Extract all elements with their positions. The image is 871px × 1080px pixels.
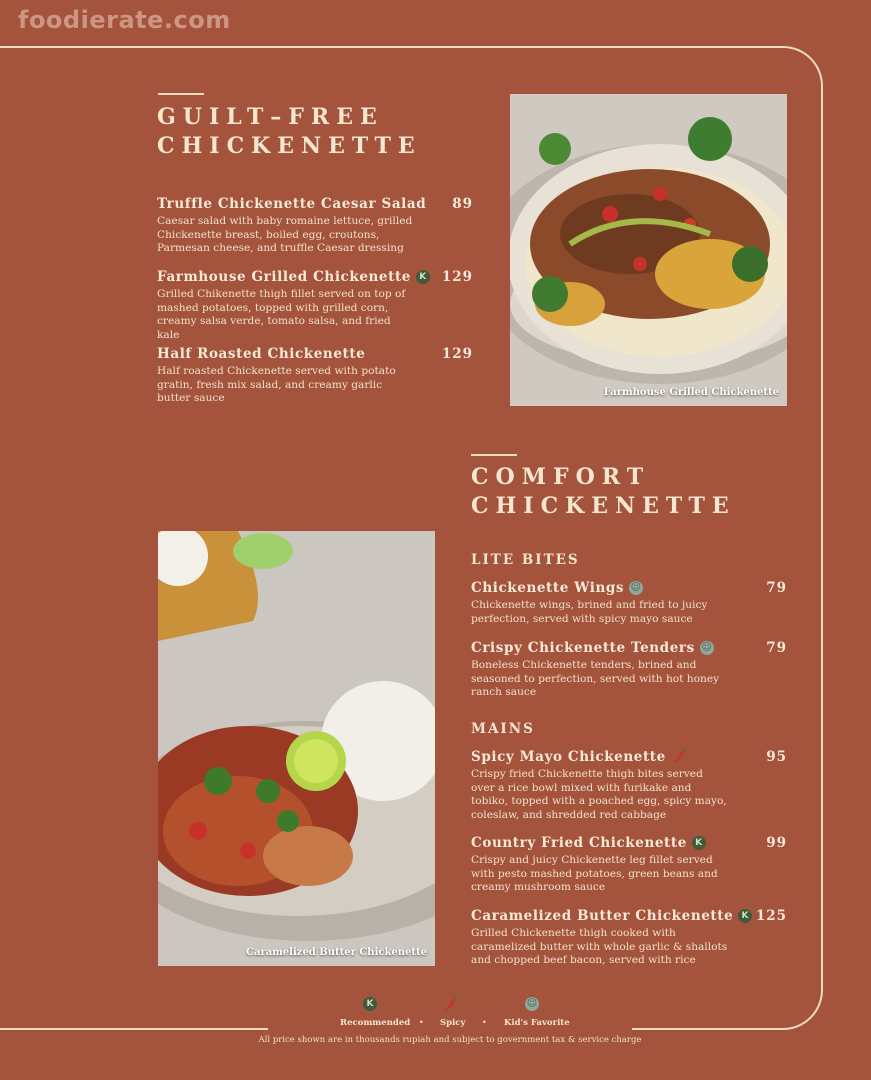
spicy-badge-icon xyxy=(671,749,687,765)
menu-item-name xyxy=(471,580,643,596)
menu-item-header xyxy=(157,346,473,362)
section-title-line: CHICKENETTE xyxy=(157,133,422,159)
menu-item xyxy=(157,196,473,256)
menu-item-name-text: Chickenette Wings xyxy=(471,580,625,596)
menu-item xyxy=(471,749,787,822)
menu-item-description: Caesar salad with baby romaine lettuce, grilled Chickenette breast, boiled egg, croutons, Parmesan cheese, and truffle Caesar dressing xyxy=(157,215,413,254)
menu-item xyxy=(471,640,787,700)
spicy-icon xyxy=(442,997,458,1017)
menu-item-price: 129 xyxy=(441,269,473,285)
menu-item-price: 79 xyxy=(766,580,787,596)
menu-item-price: 95 xyxy=(766,749,787,765)
menu-item-name xyxy=(157,269,430,285)
recommended-badge-icon: K xyxy=(692,836,706,850)
menu-item-price: 79 xyxy=(766,640,787,656)
recommended-icon: K xyxy=(363,997,377,1011)
menu-item-price: 129 xyxy=(441,346,473,362)
legend-spicy-label: Spicy xyxy=(440,1018,466,1028)
menu-item-header xyxy=(471,835,787,851)
menu-item xyxy=(471,580,787,626)
legend-recommended-label: Recommended xyxy=(340,1018,411,1028)
section-title-guilt-free xyxy=(157,103,422,161)
legend-kids-label: Kid's Favorite xyxy=(504,1018,570,1028)
menu-item-header xyxy=(471,580,787,596)
farmhouse-photo xyxy=(510,94,787,406)
price-footnote: All price shown are in thousands rupiah and subject to government tax & service charge xyxy=(258,1035,642,1045)
menu-item-name xyxy=(471,835,706,851)
menu-item-name-text: Crispy Chickenette Tenders xyxy=(471,640,695,656)
kids-favorite-badge-icon: ☺ xyxy=(701,642,713,653)
caramelized-photo-image xyxy=(158,531,435,966)
menu-item xyxy=(157,269,473,342)
menu-item-price: 89 xyxy=(452,196,473,212)
menu-item-name xyxy=(471,908,752,924)
menu-item-price: 125 xyxy=(755,908,787,924)
menu-item-description: Grilled Chickenette thigh cooked with caramelized butter with whole garlic & shallots and chopped beef bacon, served with rice xyxy=(471,927,728,966)
menu-item-description: Boneless Chickenette tenders, brined and seasoned to perfection, served with hot honey ranch sauce xyxy=(471,659,720,698)
section-rule xyxy=(158,93,204,95)
section-title-line: COMFORT xyxy=(471,464,651,490)
legend-separator: • xyxy=(419,1018,424,1027)
menu-item-description: Half roasted Chickenette served with potato gratin, fresh mix salad, and creamy garlic butter sauce xyxy=(157,365,396,404)
caramelized-photo xyxy=(158,531,435,966)
section-rule xyxy=(471,454,517,456)
menu-item-header xyxy=(471,640,787,656)
menu-item-name xyxy=(157,346,365,362)
section-title-comfort xyxy=(471,463,736,521)
menu-item xyxy=(471,835,787,895)
menu-item-name xyxy=(157,196,426,212)
menu-item-name-text: Spicy Mayo Chickenette xyxy=(471,749,666,765)
menu-item-name xyxy=(471,749,687,765)
menu-item xyxy=(471,908,787,968)
menu-item-name xyxy=(471,640,714,656)
menu-item-name-text: Country Fried Chickenette xyxy=(471,835,687,851)
farmhouse-photo-caption: Farmhouse Grilled Chickenette xyxy=(603,387,779,398)
watermark: foodierate.com xyxy=(18,6,231,34)
section-title-line: GUILT–FREE xyxy=(157,104,384,130)
badge-legend xyxy=(300,997,600,1037)
caramelized-photo-caption: Caramelized Butter Chickenette xyxy=(246,947,427,958)
menu-item-header xyxy=(471,908,787,924)
kids-favorite-badge-icon: ☺ xyxy=(630,582,642,593)
menu-item-price: 99 xyxy=(766,835,787,851)
menu-item-name-text: Half Roasted Chickenette xyxy=(157,346,366,362)
recommended-badge-icon: K xyxy=(738,909,752,923)
legend-separator: • xyxy=(482,1018,487,1027)
menu-item-name-text: Truffle Chickenette Caesar Salad xyxy=(157,196,427,212)
menu-item-header xyxy=(157,196,473,212)
kids-favorite-icon: ☺ xyxy=(526,998,538,1009)
menu-item-name-text: Farmhouse Grilled Chickenette xyxy=(157,269,411,285)
subhead-lite-bites: LITE BITES xyxy=(471,552,580,568)
menu-item-description: Chickenette wings, brined and fried to juicy perfection, served with spicy mayo sauce xyxy=(471,599,708,625)
farmhouse-photo-image xyxy=(510,94,787,406)
section-title-line: CHICKENETTE xyxy=(471,493,736,519)
subhead-mains: MAINS xyxy=(471,721,535,737)
menu-item-header xyxy=(157,269,473,285)
menu-item-header xyxy=(471,749,787,765)
menu-item-description: Crispy fried Chickenette thigh bites served over a rice bowl mixed with furikake and tobiko, topped with a poached egg, spicy mayo, coleslaw, and shredded red cabbage xyxy=(471,768,727,821)
menu-item-description: Crispy and juicy Chickenette leg fillet served with pesto mashed potatoes, green beans and creamy mushroom sauce xyxy=(471,854,718,893)
menu-item-description: Grilled Chikenette thigh fillet served on top of mashed potatoes, topped with grilled corn, creamy salsa verde, tomato salsa, and fried kale xyxy=(157,288,406,341)
menu-item-name-text: Caramelized Butter Chickenette xyxy=(471,908,734,924)
menu-item xyxy=(157,346,473,406)
recommended-badge-icon: K xyxy=(416,270,430,284)
